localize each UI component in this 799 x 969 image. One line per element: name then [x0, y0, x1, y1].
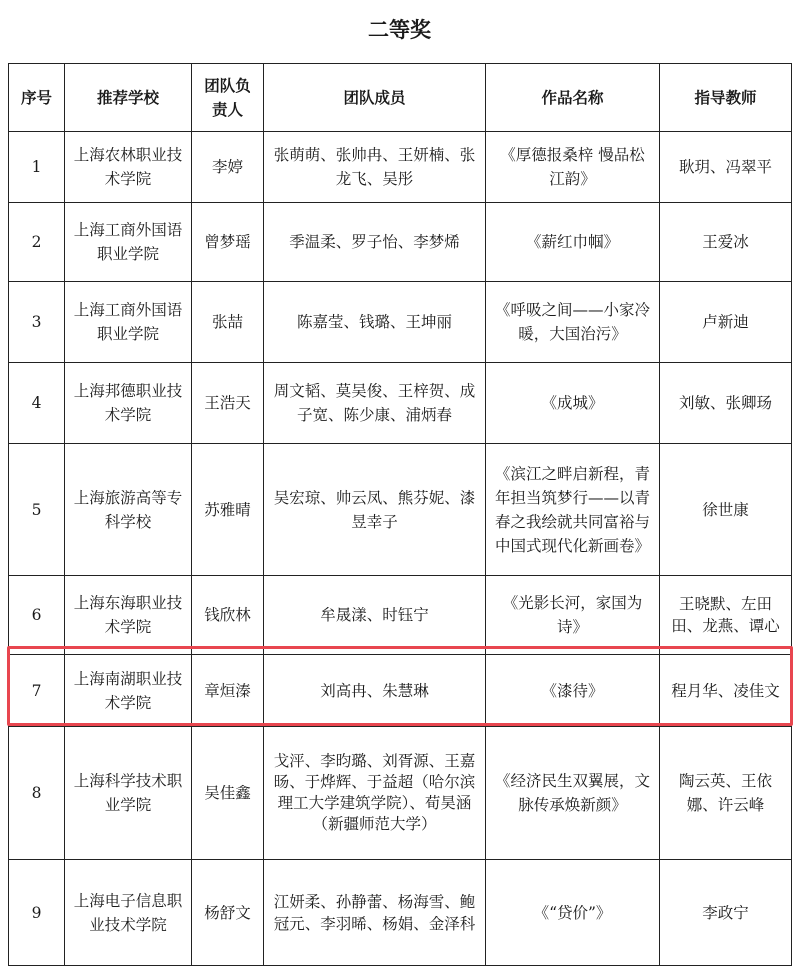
- cell-members: 戈泙、李昀璐、刘胥源、王嘉旸、于烨辉、于益超（哈尔滨理工大学建筑学院）、荀昊涵（新疆师范大学）: [264, 727, 486, 860]
- header-row: [9, 64, 792, 132]
- cell-no: 6: [9, 576, 65, 655]
- cell-advisor: 程月华、凌佳文: [660, 655, 792, 727]
- cell-leader: 吴佳鑫: [192, 727, 264, 860]
- cell-leader: 杨舒文: [192, 860, 264, 966]
- cell-members: 张萌萌、张帅冉、王妍楠、张龙飞、吴彤: [264, 132, 486, 203]
- awards-table: [8, 63, 792, 966]
- header-school: 推荐学校: [65, 64, 192, 132]
- cell-leader: 李婷: [192, 132, 264, 203]
- cell-work: 《漆待》: [486, 655, 660, 727]
- header-no: 序号: [9, 64, 65, 132]
- cell-no: 1: [9, 132, 65, 203]
- page-title: 二等奖: [368, 18, 431, 42]
- cell-school: 上海东海职业技术学院: [65, 576, 192, 655]
- table-row: [9, 444, 792, 576]
- cell-school: 上海工商外国语职业学院: [65, 203, 192, 282]
- cell-no: 9: [9, 860, 65, 966]
- table-row: [9, 363, 792, 444]
- cell-advisor: 李政宁: [660, 860, 792, 966]
- cell-leader: 苏雅晴: [192, 444, 264, 576]
- cell-members: 季温柔、罗子怡、李梦烯: [264, 203, 486, 282]
- header-leader: 团队负责人: [192, 64, 264, 132]
- table-row: [9, 655, 792, 727]
- cell-work: 《呼吸之间——小家冷暖，大国治污》: [486, 282, 660, 363]
- cell-work: 《经济民生双翼展，文脉传承焕新颜》: [486, 727, 660, 860]
- header-work: 作品名称: [486, 64, 660, 132]
- header-members: 团队成员: [264, 64, 486, 132]
- header-advisor: 指导教师: [660, 64, 792, 132]
- cell-work: 《薪红巾帼》: [486, 203, 660, 282]
- cell-members: 刘高冉、朱慧琳: [264, 655, 486, 727]
- cell-members: 江妍柔、孙静蕾、杨海雪、鲍冠元、李羽晞、杨娟、金泽科: [264, 860, 486, 966]
- cell-work: 《成城》: [486, 363, 660, 444]
- cell-work: 《“贷价”》: [486, 860, 660, 966]
- cell-members: 周文韬、莫吴俊、王梓贺、成子宽、陈少康、浦炳春: [264, 363, 486, 444]
- table-row: [9, 203, 792, 282]
- cell-advisor: 陶云英、王依娜、许云峰: [660, 727, 792, 860]
- cell-members: 吴宏琼、帅云凤、熊芬妮、漆昱幸子: [264, 444, 486, 576]
- cell-leader: 王浩天: [192, 363, 264, 444]
- cell-advisor: 卢新迪: [660, 282, 792, 363]
- cell-no: 7: [9, 655, 65, 727]
- cell-no: 2: [9, 203, 65, 282]
- table-row: [9, 282, 792, 363]
- cell-work: 《厚德报桑梓 慢品松江韵》: [486, 132, 660, 203]
- cell-members: 陈嘉莹、钱璐、王坤丽: [264, 282, 486, 363]
- cell-school: 上海南湖职业技术学院: [65, 655, 192, 727]
- cell-leader: 张喆: [192, 282, 264, 363]
- cell-advisor: 刘敏、张卿玚: [660, 363, 792, 444]
- cell-advisor: 耿玥、冯翠平: [660, 132, 792, 203]
- cell-no: 8: [9, 727, 65, 860]
- cell-school: 上海科学技术职业学院: [65, 727, 192, 860]
- cell-school: 上海农林职业技术学院: [65, 132, 192, 203]
- cell-advisor: 王爱冰: [660, 203, 792, 282]
- cell-no: 4: [9, 363, 65, 444]
- cell-school: 上海工商外国语职业学院: [65, 282, 192, 363]
- cell-school: 上海电子信息职业技术学院: [65, 860, 192, 966]
- cell-no: 3: [9, 282, 65, 363]
- cell-work: 《光影长河，家国为诗》: [486, 576, 660, 655]
- cell-leader: 钱欣林: [192, 576, 264, 655]
- cell-work: 《滨江之畔启新程，青年担当筑梦行——以青春之我绘就共同富裕与中国式现代化新画卷》: [486, 444, 660, 576]
- table-row: [9, 576, 792, 655]
- cell-advisor: 徐世康: [660, 444, 792, 576]
- cell-school: 上海邦德职业技术学院: [65, 363, 192, 444]
- table-row: [9, 727, 792, 860]
- cell-school: 上海旅游高等专科学校: [65, 444, 192, 576]
- cell-no: 5: [9, 444, 65, 576]
- cell-members: 牟晟漾、时钰宁: [264, 576, 486, 655]
- cell-advisor: 王晓默、左田田、龙燕、谭心: [660, 576, 792, 655]
- table-row: [9, 860, 792, 966]
- cell-leader: 章烜溱: [192, 655, 264, 727]
- table-row: [9, 132, 792, 203]
- cell-leader: 曾梦瑶: [192, 203, 264, 282]
